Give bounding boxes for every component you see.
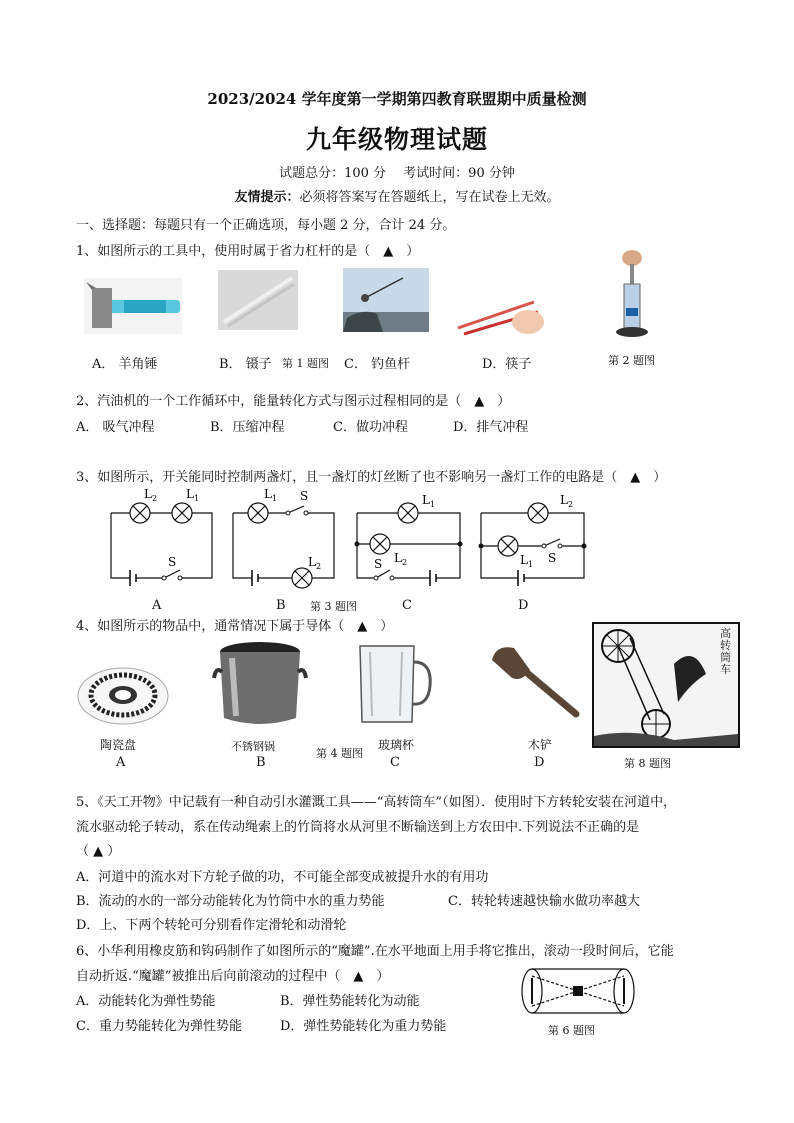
- q5-line2: 流水驱动轮子转动，系在传动绳索上的竹筒将水从河里不断输送到上方农田中.下列说法不正确的是: [76, 820, 640, 835]
- circuit-a: [106, 488, 216, 588]
- q3-letter-a: A: [152, 598, 162, 613]
- q2-option-c: C．做功冲程: [333, 420, 408, 435]
- water-wheel-inscription: 高转筒车: [720, 627, 731, 676]
- exam-title: 2023/2024 学年度第一学期第四教育联盟期中质量检测: [207, 90, 587, 108]
- q3-letter-c: C: [402, 598, 412, 613]
- q1-option-a: A． 羊角锤: [92, 357, 158, 372]
- exam-info: 试题总分：100 分 考试时间：90 分钟: [279, 166, 515, 181]
- q3-letter-b: B: [276, 598, 286, 613]
- q2-option-d: D．排气冲程: [453, 420, 529, 435]
- circuit-c-l1: $L_1$: [422, 493, 436, 509]
- q4-letter-b: B: [256, 755, 266, 770]
- q1-stem: 1、如图所示的工具中，使用时属于省力杠杆的是（ ▲ ）: [76, 244, 420, 259]
- q4-caption-c: 玻璃杯: [378, 738, 415, 752]
- circuit-b-l2: $L_2$: [308, 555, 322, 571]
- circuit-d-l1: $L_1$: [520, 553, 534, 569]
- q8-fig-label: 第 8 题图: [624, 757, 671, 770]
- paper-title: 九年级物理试题: [305, 125, 488, 154]
- glass-cup-image: [354, 642, 436, 728]
- air-pump-image: [608, 248, 654, 340]
- q6-option-a: A．动能转化为弹性势能: [76, 994, 216, 1009]
- q5-line1: 5、《天工开物》中记载有一种自动引水灌溉工具——“高转筒车”（如图）．使用时下方转轮安装在河道中，: [76, 795, 677, 810]
- circuit-b-l1: $L_1$: [264, 487, 278, 503]
- q1-option-b: B． 镊子: [219, 357, 272, 372]
- circuit-d-s: S: [548, 551, 557, 565]
- q5-option-b: B．流动的水的一部分动能转化为竹筒中水的重力势能: [76, 894, 385, 909]
- magic-can-figure: [520, 966, 640, 1018]
- q6-option-d: D．弹性势能转化为重力势能: [280, 1019, 447, 1034]
- circuit-b-s: S: [300, 489, 309, 503]
- q2-fig-label: 第 2 题图: [608, 354, 655, 367]
- q3-stem: 3、如图所示，开关能同时控制两盏灯，且一盏灯的灯丝断了也不影响另一盏灯工作的电路是（ ▲ ）: [76, 470, 667, 485]
- q4-fig-label: 第 4 题图: [316, 747, 363, 760]
- q6-line1: 6、小华利用橡皮筋和钩码制作了如图所示的“魔罐”.在水平地面上用手将它推出，滚动一段时间后，它能: [76, 944, 674, 959]
- circuit-d-l2: $L_2$: [560, 493, 574, 509]
- q2-stem: 2、汽油机的一个工作循环中，能量转化方式与图示过程相同的是（ ▲ ）: [76, 394, 511, 409]
- chopsticks-image: [456, 294, 546, 340]
- tip-text: 必须将答案写在答题纸上，写在试卷上无效。: [299, 190, 560, 205]
- q3-fig-label: 第 3 题图: [310, 600, 357, 613]
- q4-caption-b: 不锈钢锅: [231, 740, 275, 753]
- wooden-spatula-image: [486, 640, 580, 720]
- stainless-pot-image: [212, 638, 308, 730]
- porcelain-plate-image: [76, 662, 170, 728]
- q5-option-d: D．上、下两个转轮可分别看作定滑轮和动滑轮: [76, 918, 347, 933]
- q4-letter-d: D: [534, 755, 545, 770]
- q1-fig-label: 第 1 题图: [282, 357, 329, 370]
- q4-letter-c: C: [390, 755, 400, 770]
- q6-fig-label: 第 6 题图: [548, 1024, 595, 1037]
- fishing-rod-image: [343, 268, 429, 332]
- q1-option-c: C． 钓鱼杆: [344, 357, 411, 372]
- q6-option-c: C．重力势能转化为弹性势能: [76, 1019, 242, 1034]
- q1-option-d: D．筷子: [482, 357, 532, 372]
- q4-stem: 4、如图所示的物品中，通常情况下属于导体（ ▲ ）: [76, 619, 394, 634]
- q2-option-a: A． 吸气冲程: [76, 420, 155, 435]
- hammer-image: [84, 278, 182, 334]
- circuit-b: [228, 488, 338, 588]
- circuit-c-l2: $L_2$: [394, 551, 408, 567]
- circuit-a-l2: $L_2$: [144, 487, 158, 503]
- q2-option-b: B．压缩冲程: [210, 420, 285, 435]
- q5-option-a: A．河道中的流水对下方轮子做的功，不可能全部变成被提升水的有用功: [76, 870, 489, 885]
- q5-line3: （ ▲ ）: [76, 844, 121, 859]
- q4-letter-a: A: [116, 755, 126, 770]
- section-heading: 一、选择题：每题只有一个正确选项，每小题 2 分，合计 24 分。: [76, 218, 456, 233]
- circuit-a-s: S: [168, 555, 177, 569]
- circuit-c-s: S: [374, 557, 383, 571]
- circuit-a-l1: $L_1$: [186, 487, 200, 503]
- q5-option-c: C．转轮转速越快输水做功率越大: [448, 894, 640, 909]
- water-wheel-woodcut: [592, 622, 740, 748]
- q6-option-b: B．弹性势能转化为动能: [280, 994, 420, 1009]
- q4-caption-a: 陶瓷盘: [100, 738, 137, 752]
- circuit-c: [352, 488, 464, 588]
- circuit-d: [476, 488, 588, 588]
- q3-letter-d: D: [518, 598, 529, 613]
- q4-caption-d: 木铲: [528, 738, 553, 752]
- tweezers-image: [218, 270, 298, 330]
- friendly-tip: [0, 186, 794, 205]
- q6-line2: 自动折返.“魔罐”被推出后向前滚动的过程中（ ▲ ）: [76, 969, 390, 984]
- tip-label: 友情提示：: [234, 190, 300, 205]
